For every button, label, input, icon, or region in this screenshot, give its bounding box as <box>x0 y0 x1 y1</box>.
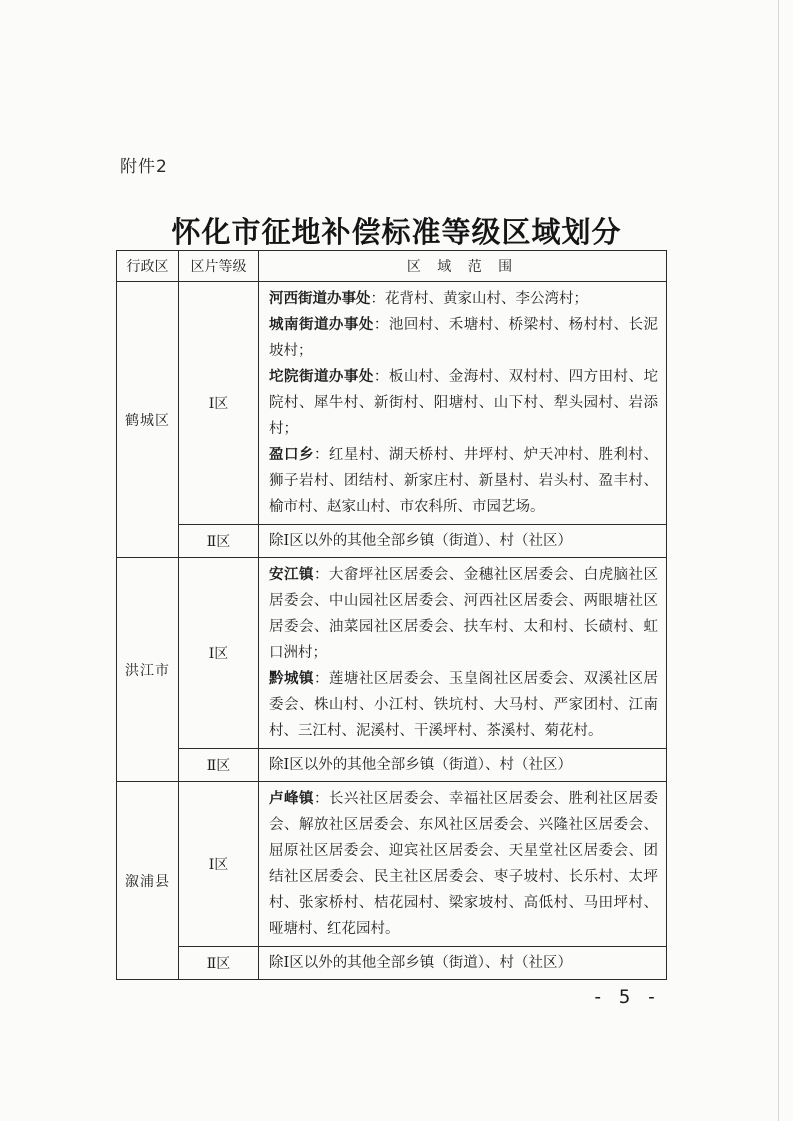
entry-name: 卢峰镇 <box>269 790 314 807</box>
entry-places: ：花背村、黄家山村、李公湾村； <box>370 291 588 307</box>
district-xupu: 溆浦县 <box>117 782 179 980</box>
area-range-cell: 除Ⅰ区以外的其他全部乡镇（街道）、村（社区） <box>259 749 667 782</box>
district-hongjiang: 洪江市 <box>117 558 179 782</box>
area-entry <box>269 666 658 744</box>
entry-name: 安江镇 <box>269 566 314 583</box>
zone-level: Ⅱ区 <box>179 947 259 980</box>
area-range-cell: 除Ⅰ区以外的其他全部乡镇（街道）、村（社区） <box>259 947 667 980</box>
entry-name: 盈口乡 <box>269 446 314 463</box>
attachment-label: 附件2 <box>120 157 168 177</box>
zone-level: Ⅰ区 <box>179 282 259 525</box>
header-district: 行政区 <box>117 251 179 282</box>
entry-name: 城南街道办事处 <box>269 316 374 333</box>
entry-places: ：大畲坪社区居委会、金穗社区居委会、白虎脑社区居委会、中山园社区居委会、河西社区居委会、两眼塘社区居委会、油菜园社区居委会、扶车村、太和村、长碛村、虹口洲村； <box>269 567 659 661</box>
table-row <box>117 947 667 980</box>
table-row <box>117 558 667 749</box>
entry-name: 黔城镇 <box>269 670 314 687</box>
area-range-cell <box>259 558 667 749</box>
region-division-table <box>116 250 667 980</box>
header-zone-level: 区片等级 <box>179 251 259 282</box>
area-entry <box>269 312 658 364</box>
entry-name: 河西街道办事处 <box>269 290 371 307</box>
entry-places: ：红星村、湖天桥村、井坪村、炉天冲村、胜利村、狮子岩村、团结村、新家庄村、新垦村、岩头村、盈丰村、榆市村、赵家山村、市农科所、市园艺场。 <box>269 447 659 515</box>
zone-level: Ⅱ区 <box>179 525 259 558</box>
entry-places: ：莲塘社区居委会、玉皇阁社区居委会、双溪社区居委会、株山村、小江村、铁坑村、大马村、严家团村、江南村、三江村、泥溪村、干溪坪村、茶溪村、菊花村。 <box>269 671 659 739</box>
entry-places: ：板山村、金海村、双村村、四方田村、坨院村、犀牛村、新街村、阳塘村、山下村、犁头园村、岩添村； <box>269 369 658 437</box>
document-title: 怀化市征地补偿标准等级区域划分 <box>171 215 622 249</box>
table-row <box>117 749 667 782</box>
table-row <box>117 525 667 558</box>
table-row <box>117 782 667 947</box>
entry-places: ：长兴社区居委会、幸福社区居委会、胜利社区居委会、解放社区居委会、东风社区居委会、兴隆社区居委会、屈原社区居委会、迎宾社区居委会、天星堂社区居委会、团结社区居委会、民主社区居委会、枣子坡村、长乐村、太坪村、张家桥村、桔花园村、梁家坡村、高低村、马田坪村、哑塘村、红花园村。 <box>269 791 659 937</box>
zone-level: Ⅰ区 <box>179 558 259 749</box>
area-entry <box>269 562 658 666</box>
scan-edge-line <box>778 0 779 1121</box>
table-row <box>117 282 667 525</box>
entry-name: 坨院街道办事处 <box>269 368 374 385</box>
table-header-row <box>117 251 667 282</box>
area-range-cell <box>259 282 667 525</box>
header-area-range: 区 域 范 围 <box>259 251 667 282</box>
area-entry <box>269 786 658 942</box>
entry-places: ：池回村、禾塘村、桥梁村、杨村村、长泥坡村； <box>269 317 658 359</box>
page-number: - 5 - <box>592 986 660 1008</box>
area-range-cell <box>259 782 667 947</box>
district-hecheng: 鹤城区 <box>117 282 179 558</box>
area-entry <box>269 364 658 442</box>
area-range-cell: 除Ⅰ区以外的其他全部乡镇（街道）、村（社区） <box>259 525 667 558</box>
area-entry <box>269 286 658 312</box>
area-entry <box>269 442 658 520</box>
zone-level: Ⅰ区 <box>179 782 259 947</box>
zone-level: Ⅱ区 <box>179 749 259 782</box>
